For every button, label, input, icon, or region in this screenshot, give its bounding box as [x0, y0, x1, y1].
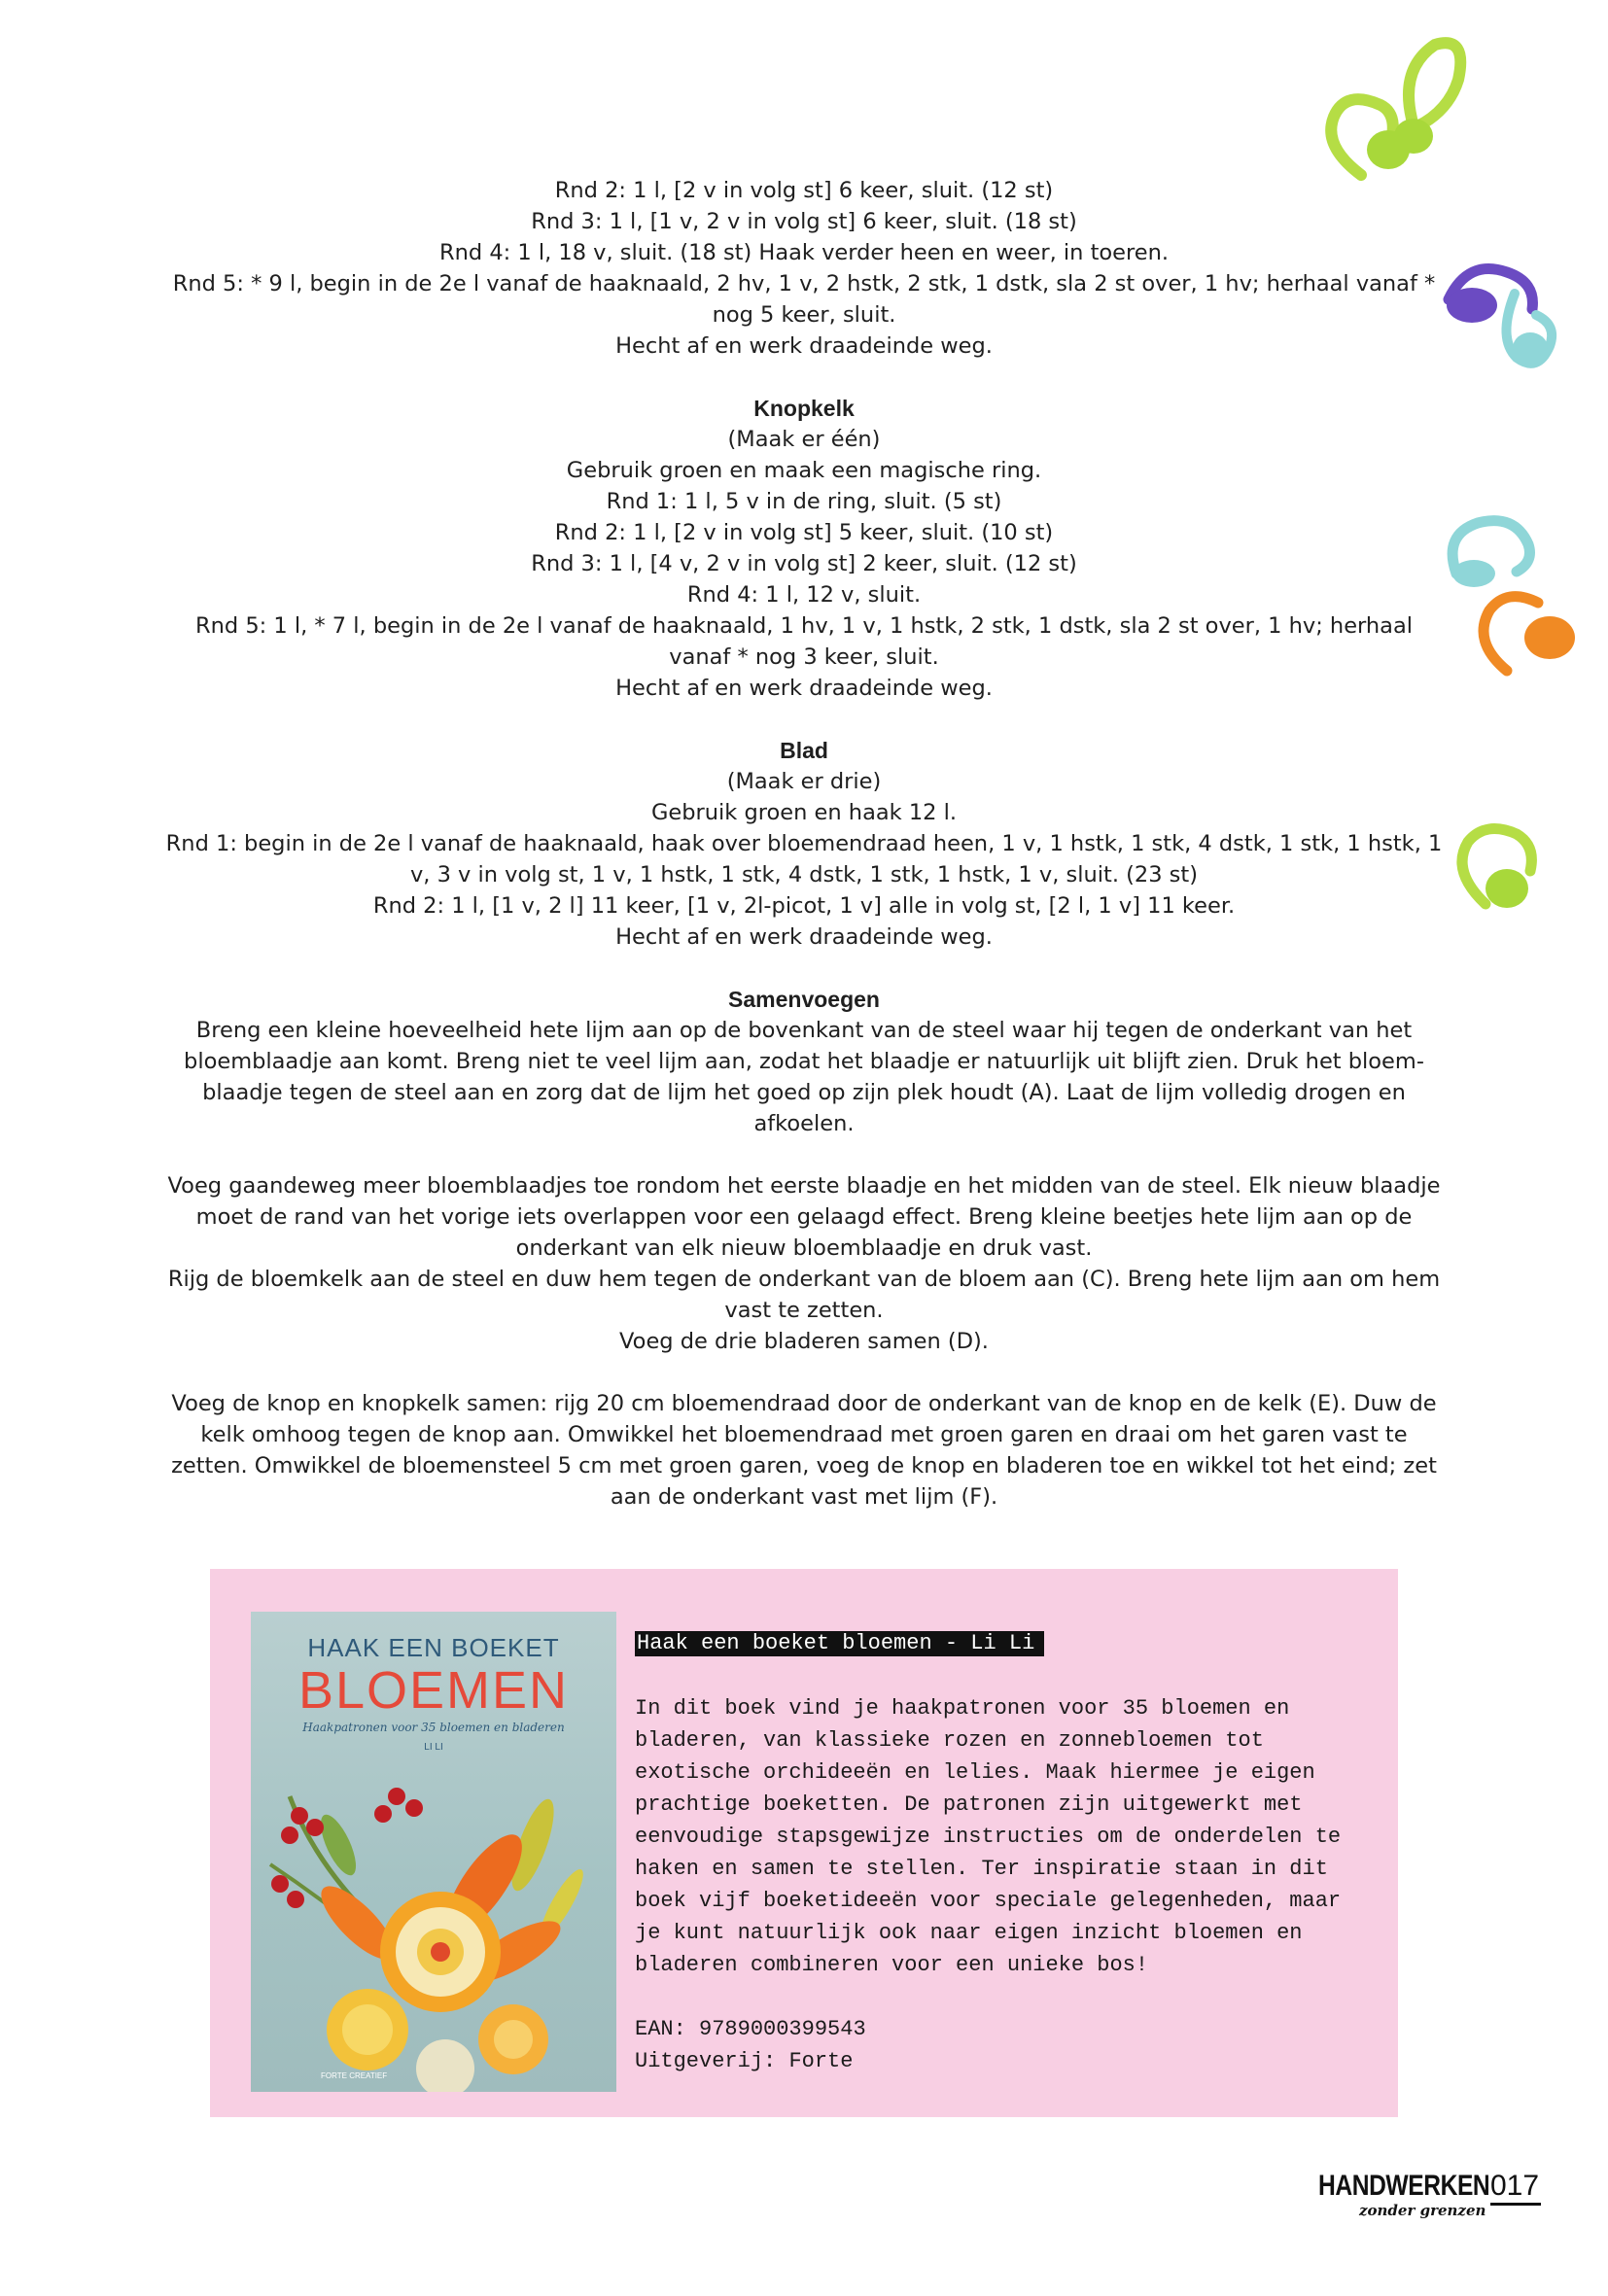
stitch-marker-teal-icon — [1439, 505, 1546, 593]
pattern-line: Hecht af en werk draadeinde weg. — [615, 924, 993, 950]
book-title: Haak een boeket bloemen - Li Li — [635, 1631, 1044, 1656]
ean-label: EAN: — [635, 2017, 686, 2041]
book-cover — [251, 1612, 616, 2092]
pattern-line: Rnd 3: 1 l, [4 v, 2 v in volg st] 2 keer, sluit. (12 st) — [531, 551, 1077, 576]
stitch-marker-lime-icon — [1447, 817, 1544, 914]
section-heading-knopkelk: Knopkelk — [753, 396, 855, 421]
paragraph: Breng een kleine hoeveelheid hete lijm aan op de bovenkant van de steel waar hij tegen de onderkant van het bloemblaadje aan komt. Breng niet te veel lijm aan, zodat het blaadje er natuurlijk uit blijft zien. Druk het bloemblaadje tegen de steel aan en zorg dat de lijm het goed op zijn plek houdt (A). Laat de lijm volledig drogen en afkoelen. — [184, 1018, 1424, 1136]
pattern-line: (Maak er drie) — [726, 769, 882, 794]
cover-author: LI LI — [424, 1742, 443, 1753]
pattern-line: Hecht af en werk draadeinde weg. — [615, 333, 993, 359]
pattern-line: Rnd 1: 1 l, 5 v in de ring, sluit. (5 st) — [606, 489, 1002, 514]
paragraph: Voeg gaandeweg meer bloemblaadjes toe rondom het eerste blaadje en het midden van de steel. Elk nieuw blaadje moet de rand van het vorige iets overlappen voor een gelaagd effect. Breng kleine beetjes hete lijm aan op de onderkant van elk nieuw bloemblaadje en druk vast. — [167, 1173, 1441, 1261]
cover-title-line2: BLOEMEN — [297, 1661, 570, 1720]
pattern-text — [165, 175, 1443, 1513]
pattern-line: Rnd 4: 1 l, 18 v, sluit. (18 st) Haak verder heen en weer, in toeren. — [438, 240, 1170, 265]
section-heading-blad: Blad — [780, 738, 828, 763]
stitch-marker-lime-icon — [1303, 29, 1468, 194]
pattern-line: (Maak er één) — [727, 427, 881, 452]
publisher-row — [635, 2045, 1374, 2077]
cover-subtitle: Haakpatronen voor 35 bloemen en bladeren — [302, 1721, 565, 1734]
pattern-line: Gebruik groen en maak een magische ring. — [566, 458, 1042, 483]
pattern-line: Rnd 5: * 9 l, begin in de 2e l vanaf de haaknaald, 2 hv, 1 v, 2 hstk, 2 stk, 1 dstk, sla 2 st over, 1 hv; herhaal vanaf * nog 5 keer, sluit. — [172, 271, 1436, 328]
pattern-line: Rnd 5: 1 l, * 7 l, begin in de 2e l vanaf de haaknaald, 1 hv, 1 v, 1 hstk, 2 stk, 1 dstk, sla 2 st over, 1 hv; herhaal vanaf * nog 3 keer, sluit. — [195, 613, 1413, 670]
section-heading-samenvoegen: Samenvoegen — [728, 987, 880, 1012]
publisher-value: Forte — [788, 2049, 854, 2073]
footer-logo — [1318, 2170, 1552, 2228]
ean-value: 9789000399543 — [699, 2017, 866, 2041]
paragraph: Rijg de bloemkelk aan de steel en duw hem tegen de onderkant van de bloem aan (C). Breng hete lijm aan om hem vast te zetten. — [167, 1267, 1441, 1323]
pattern-line: Rnd 3: 1 l, [1 v, 2 v in volg st] 6 keer, sluit. (18 st) — [531, 209, 1077, 234]
paragraph: Voeg de knop en knopkelk samen: rijg 20 cm bloemendraad door de onderkant van de knop en de kelk (E). Duw de kelk omhoog tegen de knop aan. Omwikkel het bloemendraad met groen garen en draai om het garen vast te zetten. Omwikkel de bloemensteel 5 cm met groen garen, voeg de knop en bladeren toe en wikkel tot het eind; zet aan de onderkant vast met lijm (F). — [171, 1391, 1437, 1510]
page-number-underline — [1490, 2203, 1541, 2206]
pattern-line: Gebruik groen en haak 12 l. — [650, 800, 958, 825]
book-description: In dit boek vind je haakpatronen voor 35 bloemen en bladeren, van klassieke rozen en zonnebloemen tot exotische orchideeën en lelies. Maak hiermee je eigen prachtige boeketten. De patronen zijn uitgewerkt met eenvoudige stapsgewijze instructies om de onderdelen te haken en samen te stellen. Ter inspiratie staan in dit boek vijf boeketideeën voor speciale gelegenheden, maar je kunt natuurlijk ook naar eigen inzicht bloemen en bladeren combineren voor een unieke bos! — [635, 1696, 1342, 1977]
pattern-line: Rnd 2: 1 l, [2 v in volg st] 6 keer, sluit. (12 st) — [554, 178, 1054, 203]
paragraph: Voeg de drie bladeren samen (D). — [619, 1329, 989, 1354]
pattern-line: Rnd 2: 1 l, [1 v, 2 l] 11 keer, [1 v, 2l-picot, 1 v] alle in volg st, [2 l, 1 v] 11 keer. — [372, 893, 1236, 919]
page-number: 017 — [1490, 2170, 1540, 2202]
cover-title-line1: HAAK EEN BOEKET — [307, 1633, 560, 1662]
ean-row — [635, 2013, 1374, 2045]
brand-name: HANDWERKEN — [1318, 2170, 1490, 2202]
bouquet-image — [251, 1757, 616, 2092]
pattern-line: Hecht af en werk draadeinde weg. — [615, 676, 993, 701]
pattern-line: Rnd 4: 1 l, 12 v, sluit. — [686, 582, 922, 608]
brand-tagline: zonder grenzen — [1359, 2202, 1486, 2219]
book-info — [635, 1627, 1374, 2077]
book-promo-box — [210, 1569, 1398, 2117]
stitch-marker-purple-icon — [1429, 251, 1565, 377]
publisher-label: Uitgeverij: — [635, 2049, 777, 2073]
pattern-line: Rnd 2: 1 l, [2 v in volg st] 5 keer, sluit. (10 st) — [554, 520, 1054, 545]
stitch-marker-orange-icon — [1468, 583, 1585, 680]
pattern-line: Rnd 1: begin in de 2e l vanaf de haaknaald, haak over bloemendraad heen, 1 v, 1 hstk, 1 stk, 4 dstk, 1 stk, 1 hstk, 1 v, 3 v in volg st, 1 v, 1 hstk, 1 stk, 4 dstk, 1 stk, 1 hstk, 1 v, sluit. (23 st) — [165, 831, 1443, 887]
cover-publisher: FORTE CREATIEF — [321, 2071, 388, 2080]
